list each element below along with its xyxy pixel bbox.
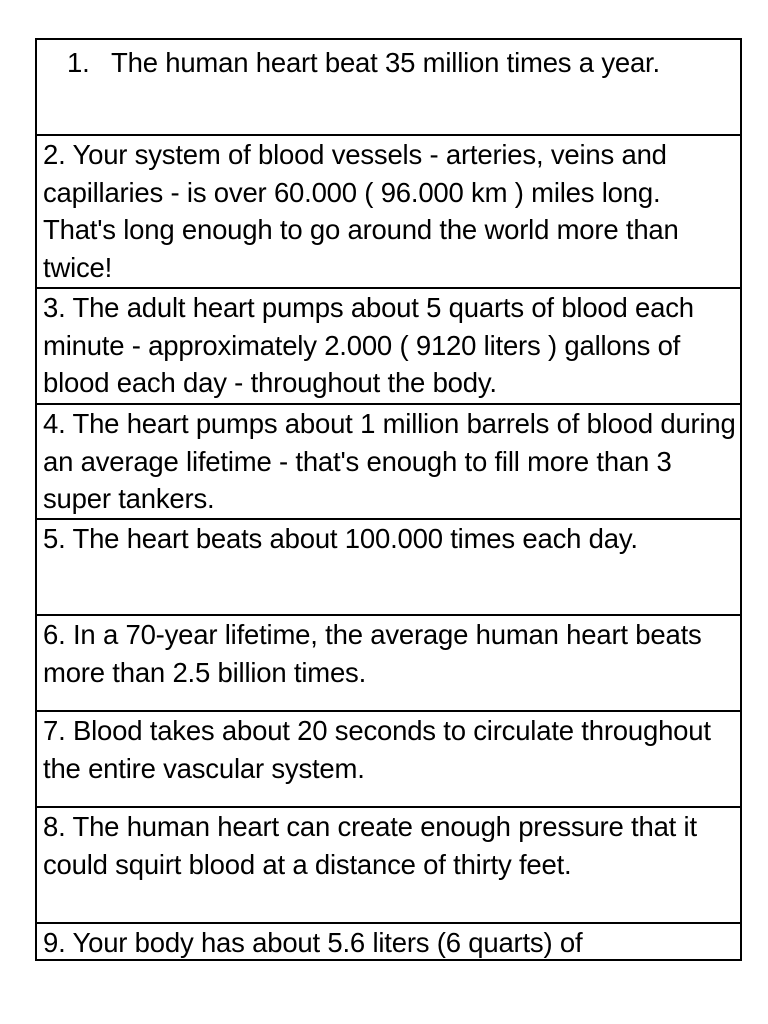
fact-row-8 [37, 808, 740, 924]
fact-text-7: 7. Blood takes about 20 seconds to circulate throughout the entire vascular system. [43, 715, 711, 784]
fact-text-3: 3. The adult heart pumps about 5 quarts of blood each minute - approximately 2.000 ( 9120 liters ) gallons of blood each day - throughout the body. [43, 292, 694, 398]
fact-row-5 [37, 520, 740, 616]
fact-row-4 [37, 405, 740, 520]
fact-text-5: 5. The heart beats about 100.000 times each day. [43, 523, 638, 554]
fact-number-1: 1. [67, 47, 90, 78]
fact-text-9: 9. Your body has about 5.6 liters (6 quarts) of [43, 927, 583, 958]
fact-text-6: 6. In a 70-year lifetime, the average human heart beats more than 2.5 billion times. [43, 619, 702, 688]
fact-text-1: The human heart beat 35 million times a year. [111, 47, 660, 78]
fact-row-3 [37, 289, 740, 405]
fact-row-2 [37, 136, 740, 289]
heart-facts-table [35, 38, 742, 961]
fact-text-4: 4. The heart pumps about 1 million barrels of blood during an average lifetime - that's enough to fill more than 3 super tankers. [43, 408, 736, 514]
fact-row-1 [37, 40, 740, 136]
fact-text-8: 8. The human heart can create enough pressure that it could squirt blood at a distance of thirty feet. [43, 811, 697, 880]
fact-row-7 [37, 712, 740, 808]
fact-row-9 [37, 924, 740, 961]
fact-row-6 [37, 616, 740, 712]
fact-text-2: 2. Your system of blood vessels - arteries, veins and capillaries - is over 60.000 ( 96.000 km ) miles long. That's long enough to go around the world more than twice! [43, 139, 679, 283]
